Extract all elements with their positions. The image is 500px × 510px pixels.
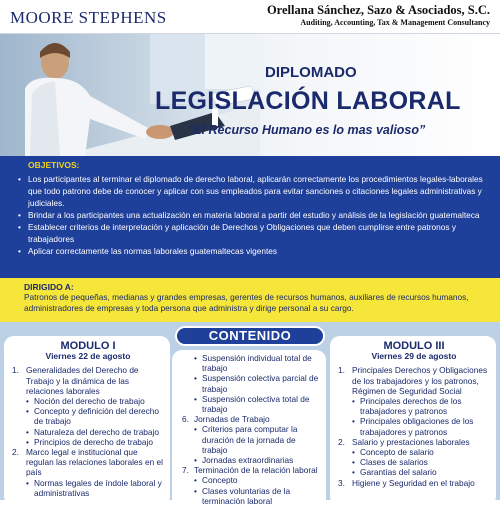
subtopic-list (352, 396, 490, 437)
topic-item (180, 465, 320, 475)
subtopic-item: • Noción del derecho de trabajo (26, 396, 164, 406)
objetivos-section (0, 156, 500, 278)
topic-item (12, 365, 164, 447)
topic-number: 1. (338, 365, 345, 376)
objetivo-item: • Aplicar correctamente las normas laborales guatemaltecas vigentes (14, 245, 486, 257)
objetivos-list (14, 173, 486, 257)
subtopic-item: • Principales derechos de los trabajadores y patronos (352, 396, 490, 416)
topic-label: Terminación de la relación laboral (194, 465, 318, 476)
topic-number: 1. (12, 365, 19, 376)
topic-label: Principales Derechos y Obligaciones de los trabajadores y los patronos, Régimen de Seguridad Social (352, 365, 488, 396)
subtopic-item: • Suspensión individual total de trabajo (180, 353, 320, 373)
topic-item (338, 437, 490, 478)
diplomado-title: DIPLOMADO (265, 64, 357, 81)
subtopic-item: • Normas legales de índole laboral y administrativas (26, 478, 164, 498)
contenido-heading: CONTENIDO (175, 326, 325, 346)
topic-item (338, 365, 490, 436)
hero-banner (0, 34, 500, 156)
topic-item (180, 414, 320, 424)
header-bar (0, 0, 500, 34)
topic-label: Higiene y Seguridad en el trabajo (352, 477, 475, 488)
topic-number: 3. (338, 477, 345, 488)
modulo-3-date: Viernes 29 de agosto (371, 351, 457, 362)
firm-name: Orellana Sánchez, Sazo & Asociados, S.C. (266, 3, 490, 17)
moore-stephens-logo: MOORE STEPHENS (10, 8, 167, 27)
topic-label: Marco legal e institucional que regulan las relaciones laborales en el país (26, 447, 163, 478)
main-title: LEGISLACIÓN LABORAL (155, 87, 461, 115)
subtopic-item: • Clases de salarios (352, 457, 490, 467)
subtopic-item: • Criterios para computar la duración de la jornada de trabajo (180, 424, 320, 455)
objetivo-item: • Establecer criterios de interpretación y aplicación de Derechos y Obligaciones que deben cumplirse entre patronos y trabajadores (14, 221, 486, 245)
subtopic-item: • Jornadas extraordinarias (180, 455, 320, 465)
modulo-2-topics (180, 353, 320, 506)
topic-number: 6. (182, 414, 189, 425)
firm-logo (267, 3, 490, 27)
subtopic-item: • Suspensión colectiva parcial de trabajo (180, 373, 320, 393)
subtopic-item: • Naturaleza del derecho de trabajo (26, 427, 164, 437)
objetivo-item: • Los participantes al terminar el diplomado de derecho laboral, aplicarán correctamente los procedimientos legales-laborales que todo patrono debe de conocer y aplicar con sus empleados para evitar sanciones o citaciones legales administrativas y judiciales. (14, 173, 486, 209)
subtopic-item: • Concepto de salario (352, 447, 490, 457)
subtopic-item: • Principios de derecho de trabajo (26, 437, 164, 447)
objetivo-item: • Brindar a los participantes una actualización en materia laboral a partir del estudio y análisis de la legislación guatemalteca (14, 209, 486, 221)
topic-item (338, 478, 490, 488)
subtopic-item: • Suspensión colectiva total de trabajo (180, 394, 320, 414)
dirigido-section (0, 278, 500, 322)
modulo-3-topics (338, 365, 490, 487)
subtopic-item: • Garantías del salario (352, 467, 490, 477)
modulo-3-title: MODULO III (383, 340, 445, 352)
subtopic-list (352, 447, 490, 478)
topic-number: 2. (338, 436, 345, 447)
modulo-3-card (330, 336, 496, 506)
tagline: “El Recurso Humano es lo mas valioso” (187, 123, 426, 137)
objetivos-heading: OBJETIVOS: (28, 160, 80, 170)
modulo-1-title: MODULO I (60, 340, 116, 352)
modulo-2-card (172, 350, 326, 510)
topic-label: Jornadas de Trabajo (194, 414, 270, 425)
subtopic-item: • Concepto (180, 475, 320, 485)
modulo-1-card (4, 336, 170, 506)
modulo-1-topics (12, 365, 164, 498)
subtopic-item: • Clases voluntarias de la terminación laboral (180, 486, 320, 506)
dirigido-text: Patronos de pequeñas, medianas y grandes empresas, gerentes de recursos humanos, auxiliares de recursos humanos, administradores de empresas y toda persona que administra y dirige personal a su cargo. (24, 292, 469, 313)
contenido-section (0, 322, 500, 506)
firm-tagline: Auditing, Accounting, Tax & Management Consultancy (300, 18, 490, 27)
subtopic-list (26, 478, 164, 498)
topic-label: Salario y prestaciones laborales (352, 436, 470, 447)
topic-item (12, 447, 164, 498)
subtopic-item: • Principales obligaciones de los trabajadores y patronos (352, 416, 490, 436)
dirigido-heading: DIRIGIDO A: (24, 282, 74, 292)
topic-label: Generalidades del Derecho de Trabajo y la dinámica de las relaciones laborales (26, 365, 139, 396)
modulo-1-date: Viernes 22 de agosto (45, 351, 131, 362)
subtopic-list (26, 396, 164, 447)
topic-number: 2. (12, 447, 19, 458)
subtopic-item: • Concepto y definición del derecho de trabajo (26, 406, 164, 426)
topic-number: 7. (182, 465, 189, 476)
